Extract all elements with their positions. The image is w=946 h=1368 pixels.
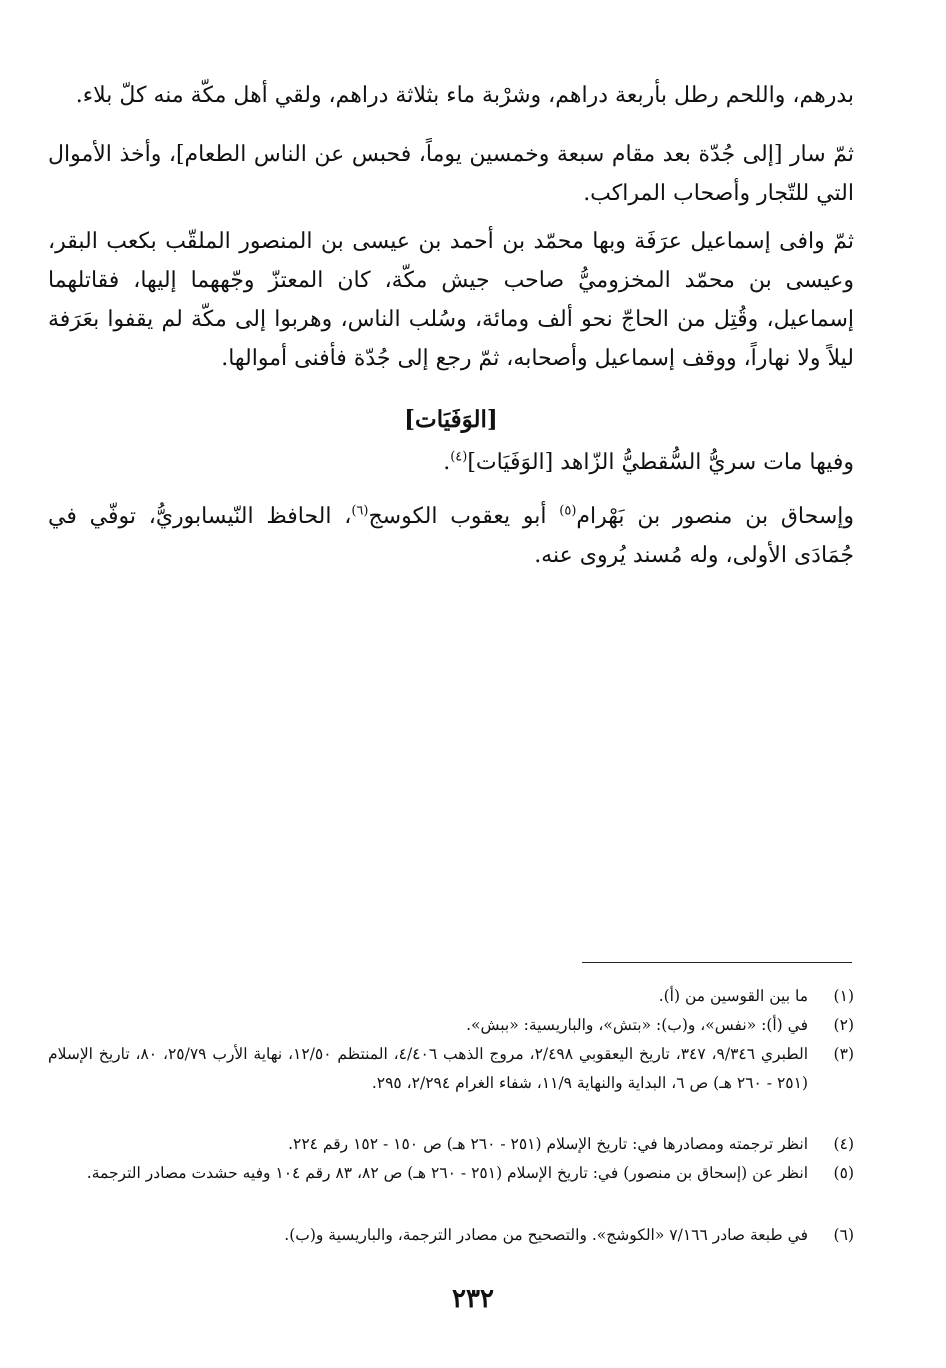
footnote-5: [48, 1159, 854, 1188]
deaths-paragraph-2-a: وإسحاق بن منصور بن بَهْرام: [576, 504, 854, 529]
footnote-3: [48, 1040, 854, 1098]
footnote-ref-4[interactable]: (٤): [450, 449, 468, 465]
footnote-2-number: (٢): [833, 1016, 854, 1034]
paragraph-1: [48, 76, 854, 115]
section-heading: [الوَفَيَات]: [404, 406, 498, 433]
footnote-3-text: الطبري ٩/٣٤٦، ٣٤٧، تاريخ اليعقوبي ٢/٤٩٨، مروج الذهب ٤/٤٠٦، المنتظم ١٢/٥٠، نهاية الأرب ٢٥/٧٩، ٨٠، تاريخ الإسلام (٢٥١ - ٢٦٠ هـ) ص ٦، البداية والنهاية ١١/٩، شفاء الغرام ٢/٢٩٤، ٢٩٥.: [48, 1045, 808, 1092]
footnote-3-number: (٣): [833, 1045, 854, 1063]
deaths-paragraph-1-end: .: [443, 450, 451, 475]
footnote-ref-6[interactable]: (٦): [351, 503, 369, 519]
footnote-6: [48, 1221, 854, 1250]
footnote-4-text: انظر ترجمته ومصادرها في: تاريخ الإسلام (٢٥١ - ٢٦٠ هـ) ص ١٥٠ - ١٥٢ رقم ٢٢٤.: [288, 1135, 808, 1153]
paragraph-1-text: بدرهم، واللحم رطل بأربعة دراهم، وشرْبة ماء بثلاثة دراهم، ولقي أهل مكّة منه كلّ بلاء.: [75, 83, 854, 108]
footnote-5-text: انظر عن (إسحاق بن منصور) في: تاريخ الإسلام (٢٥١ - ٢٦٠ هـ) ص ٨٢، ٨٣ رقم ١٠٤ وفيه حشدت مصادر الترجمة.: [86, 1164, 808, 1182]
footnote-4: [48, 1130, 854, 1159]
paragraph-2-text: ثمّ سار [إلى جُدّة بعد مقام سبعة وخمسين يوماً، فحبس عن الناس الطعام]، وأخذ الأموال التي للتّجار وأصحاب المراكب.: [48, 142, 854, 206]
footnote-1-text: ما بين القوسين من (أ).: [658, 987, 808, 1005]
page-number: ٢٣٢: [452, 1284, 494, 1314]
footnote-4-number: (٤): [833, 1135, 854, 1153]
paragraph-3: [48, 222, 854, 378]
footnote-1: [48, 982, 854, 1011]
footnote-divider: [582, 962, 852, 963]
paragraph-3-text: ثمّ وافى إسماعيل عرَفَة وبها محمّد بن أحمد بن عيسى بن المنصور الملقّب بكعب البقر، وعيسى بن محمّد المخزوميُّ صاحب جيش مكّة، كان المعتزّ وجّههما إليها، فقاتلهما إسماعيل، وقُتِل من الحاجّ نحو ألف ومائة، وسُلب الناس، وهربوا إلى مكّة لم يقفوا بعَرَفة ليلاً ولا نهاراً، ووقف إسماعيل وأصحابه، ثمّ رجع إلى جُدّة فأفنى أموالها.: [48, 229, 854, 371]
paragraph-2: [48, 135, 854, 213]
footnote-5-number: (٥): [833, 1164, 854, 1182]
footnote-6-number: (٦): [833, 1226, 854, 1244]
footnote-6-text: في طبعة صادر ٧/١٦٦ «الكوشج». والتصحيح من مصادر الترجمة، والباريسية و(ب).: [284, 1226, 808, 1244]
footnote-ref-5[interactable]: (٥): [559, 503, 577, 519]
footnote-2: [48, 1011, 854, 1040]
deaths-paragraph-1: [48, 443, 854, 482]
deaths-paragraph-2-b: أبو يعقوب الكوسج: [368, 504, 560, 529]
deaths-paragraph-2: [48, 497, 854, 575]
deaths-paragraph-2-c: ، الحافظ النّيسابوريُّ، توفّي في جُمَادَى الأولى، وله مُسند يُروى عنه.: [48, 504, 854, 568]
deaths-paragraph-1-text: وفيها مات سريُّ السُّقطيُّ الزّاهد [الوَفَيَات]: [467, 450, 854, 475]
footnote-2-text: في (أ): «نفس»، و(ب): «بتش»، والباريسية: «ببش».: [466, 1016, 808, 1034]
footnote-1-number: (١): [833, 987, 854, 1005]
